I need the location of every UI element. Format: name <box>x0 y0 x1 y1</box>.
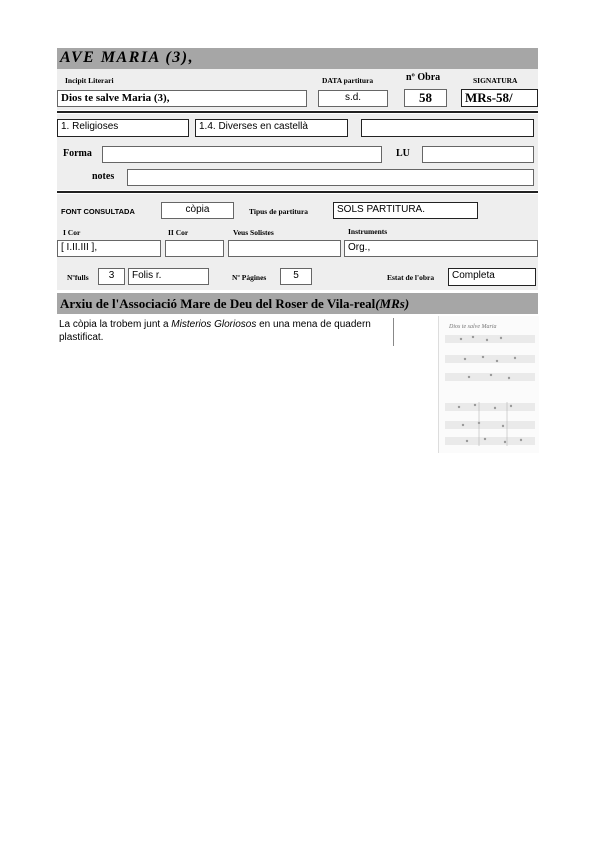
title-bar <box>57 48 538 69</box>
ii-cor-label: II Cor <box>168 228 189 237</box>
signatura-label: SIGNATURA <box>473 76 518 85</box>
category-1-field[interactable]: 1. Religioses <box>57 119 189 137</box>
veus-label: Veus Solistes <box>233 228 274 237</box>
instruments-field[interactable]: Org., <box>344 240 538 257</box>
num-obra-label: nº Obra <box>406 72 441 83</box>
signatura-field[interactable]: MRs-58/ <box>461 89 538 107</box>
score-thumbnail <box>438 316 539 453</box>
folis-field[interactable]: Folis r. <box>128 268 209 285</box>
divider-1 <box>57 111 538 113</box>
notes-field[interactable] <box>127 169 534 186</box>
ii-cor-field[interactable] <box>165 240 224 257</box>
category-3-field[interactable] <box>361 119 534 137</box>
tipus-field[interactable]: SOLS PARTITURA. <box>333 202 478 219</box>
forma-field[interactable] <box>102 146 382 163</box>
veus-field[interactable] <box>228 240 341 257</box>
i-cor-label: I Cor <box>63 228 81 237</box>
num-obra-field[interactable]: 58 <box>404 89 447 107</box>
data-label: DATA partitura <box>322 76 374 85</box>
tipus-label: Tipus de partitura <box>249 207 309 216</box>
forma-label: Forma <box>63 148 92 159</box>
estat-label: Estat de l'obra <box>387 273 435 282</box>
data-field[interactable]: s.d. <box>318 90 388 107</box>
estat-field[interactable]: Completa <box>448 268 536 286</box>
category-2-field[interactable]: 1.4. Diverses en castellà <box>195 119 348 137</box>
divider-2 <box>57 191 538 193</box>
incipit-label: Incipit Literari <box>65 76 114 85</box>
score-caption: Dios te salve Maria <box>449 324 497 330</box>
font-consultada-label: FONT CONSULTADA <box>61 207 135 216</box>
page-title: AVE MARIA (3), <box>60 49 195 66</box>
font-consultada-field[interactable]: còpia <box>161 202 234 219</box>
npagines-field[interactable]: 5 <box>280 268 312 285</box>
archive-description: La còpia la trobem junt a Misterios Gloriosos en una mena de quadern plastificat. <box>59 319 371 343</box>
score-image <box>439 316 539 453</box>
note-group <box>458 336 522 443</box>
archive-bar <box>57 293 538 314</box>
archive-heading: Arxiu de l'Associació Mare de Deu del Roser de Vila-real(MRs) <box>60 296 410 311</box>
lu-label: LU <box>396 148 410 159</box>
i-cor-field[interactable]: [ I.II.III ], <box>57 240 161 257</box>
instruments-label: Instruments <box>348 227 388 236</box>
npagines-label: Nº Pàgines <box>232 273 267 282</box>
nfulls-field[interactable]: 3 <box>98 268 125 285</box>
description-divider <box>393 318 394 346</box>
staff-group-1 <box>445 336 535 444</box>
incipit-field[interactable]: Dios te salve Maria (3), <box>57 90 307 107</box>
lu-field[interactable] <box>422 146 534 163</box>
notes-label: notes <box>92 171 115 182</box>
nfulls-label: Nºfulls <box>67 273 89 282</box>
